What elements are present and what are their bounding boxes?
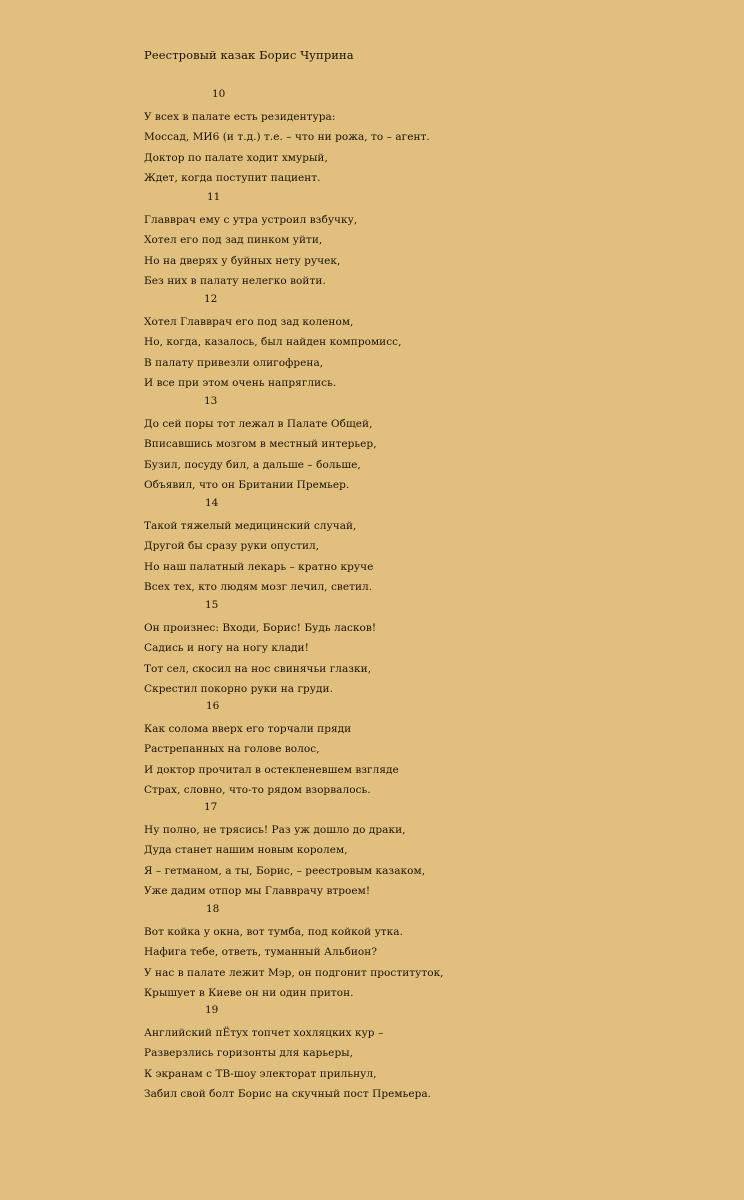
poem-line: Вписавшись мозгом в местный интерьер, [144,438,377,450]
poem-line: И все при этом очень напряглись. [144,377,337,389]
poem-line: Ждет, когда поступит пациент. [144,172,321,184]
poem-line: Скрестил покорно руки на груди. [144,683,333,695]
stanza-number: 14 [205,497,219,509]
poem-line: Хотел Главврач его под зад коленом, [144,315,354,328]
poem-line: Всех тех, кто людям мозг лечил, светил. [144,581,373,593]
poem-line: Уже дадим отпор мы Главврачу втроем! [144,885,371,897]
poem-line: И доктор прочитал в остекленевшем взгляде [144,763,399,776]
poem-line: Такой тяжелый медицинский случай, [144,519,357,532]
poem-line: Тот сел, скосил на нос свинячьи глазки, [144,662,372,675]
poem-line: Без них в палату нелегко войти. [144,275,326,287]
poem-line: Дуда станет нашим новым королем, [144,844,348,856]
stanza-number: 15 [205,599,219,611]
poem-line: Забил свой болт Борис на скучный пост Премьера. [144,1088,432,1100]
poem-line: Другой бы сразу руки опустил, [144,540,320,552]
poem-line: Бузил, посуду бил, а дальше – больше, [144,458,361,471]
poem-line: До сей поры тот лежал в Палате Общей, [144,417,373,430]
poem-line: Моссад, МИ6 (и т.д.) т.е. – что ни рожа, то – агент. [144,131,430,143]
poem-line: Объявил, что он Британии Премьер. [144,479,350,491]
poem-line: В палату привезли олигофрена, [144,356,324,369]
stanza-number: 17 [204,801,218,813]
poem-line: Он произнес: Входи, Борис! Будь ласков! [144,621,377,634]
stanza-number: 12 [204,293,218,305]
poem-line: К экранам с ТВ-шоу электорат прильнул, [144,1067,377,1080]
poem-line: Крышует в Киеве он ни один притон. [144,987,354,999]
poem-line: Ну полно, не трясись! Раз уж дошло до драки, [144,823,406,836]
poem-line: У всех в палате есть резидентура: [144,110,336,123]
poem-line: Садись и ногу на ногу клади! [144,642,309,654]
poem-line: Я – гетманом, а ты, Борис, – реестровым казаком, [144,864,426,877]
poem-line: Главврач ему с утра устроил взбучку, [144,213,358,226]
poem-line: Разверзлись горизонты для карьеры, [144,1047,354,1059]
poem-line: Растрепанных на голове волос, [144,743,320,755]
stanza-number: 10 [212,88,226,100]
poem-line: Страх, словно, что-то рядом взорвалось. [144,784,371,796]
poem-line: Но на дверях у буйных нету ручек, [144,254,341,267]
poem-line: Но, когда, казалось, был найден компромисс, [144,336,402,348]
poem-line: Как солома вверх его торчали пряди [144,722,352,735]
poem-line: Нафига тебе, ответь, туманный Альбион? [144,946,378,958]
poem-line: Английский пЁтух топчет хохляцких кур – [144,1026,384,1039]
stanza-number: 19 [205,1004,219,1016]
poem-line: У нас в палате лежит Мэр, он подгонит проституток, [144,966,444,979]
poem-line: Но наш палатный лекарь – кратно круче [144,560,374,573]
poem-line: Доктор по палате ходит хмурый, [144,151,328,164]
document-title: Реестровый казак Борис Чуприна [144,48,354,62]
poem-line: Хотел его под зад пинком уйти, [144,234,323,246]
poem-line: Вот койка у окна, вот тумба, под койкой утка. [144,925,403,938]
stanza-number: 16 [206,700,220,712]
stanza-number: 13 [204,395,218,407]
stanza-number: 18 [206,903,220,915]
stanza-number: 11 [207,191,221,203]
